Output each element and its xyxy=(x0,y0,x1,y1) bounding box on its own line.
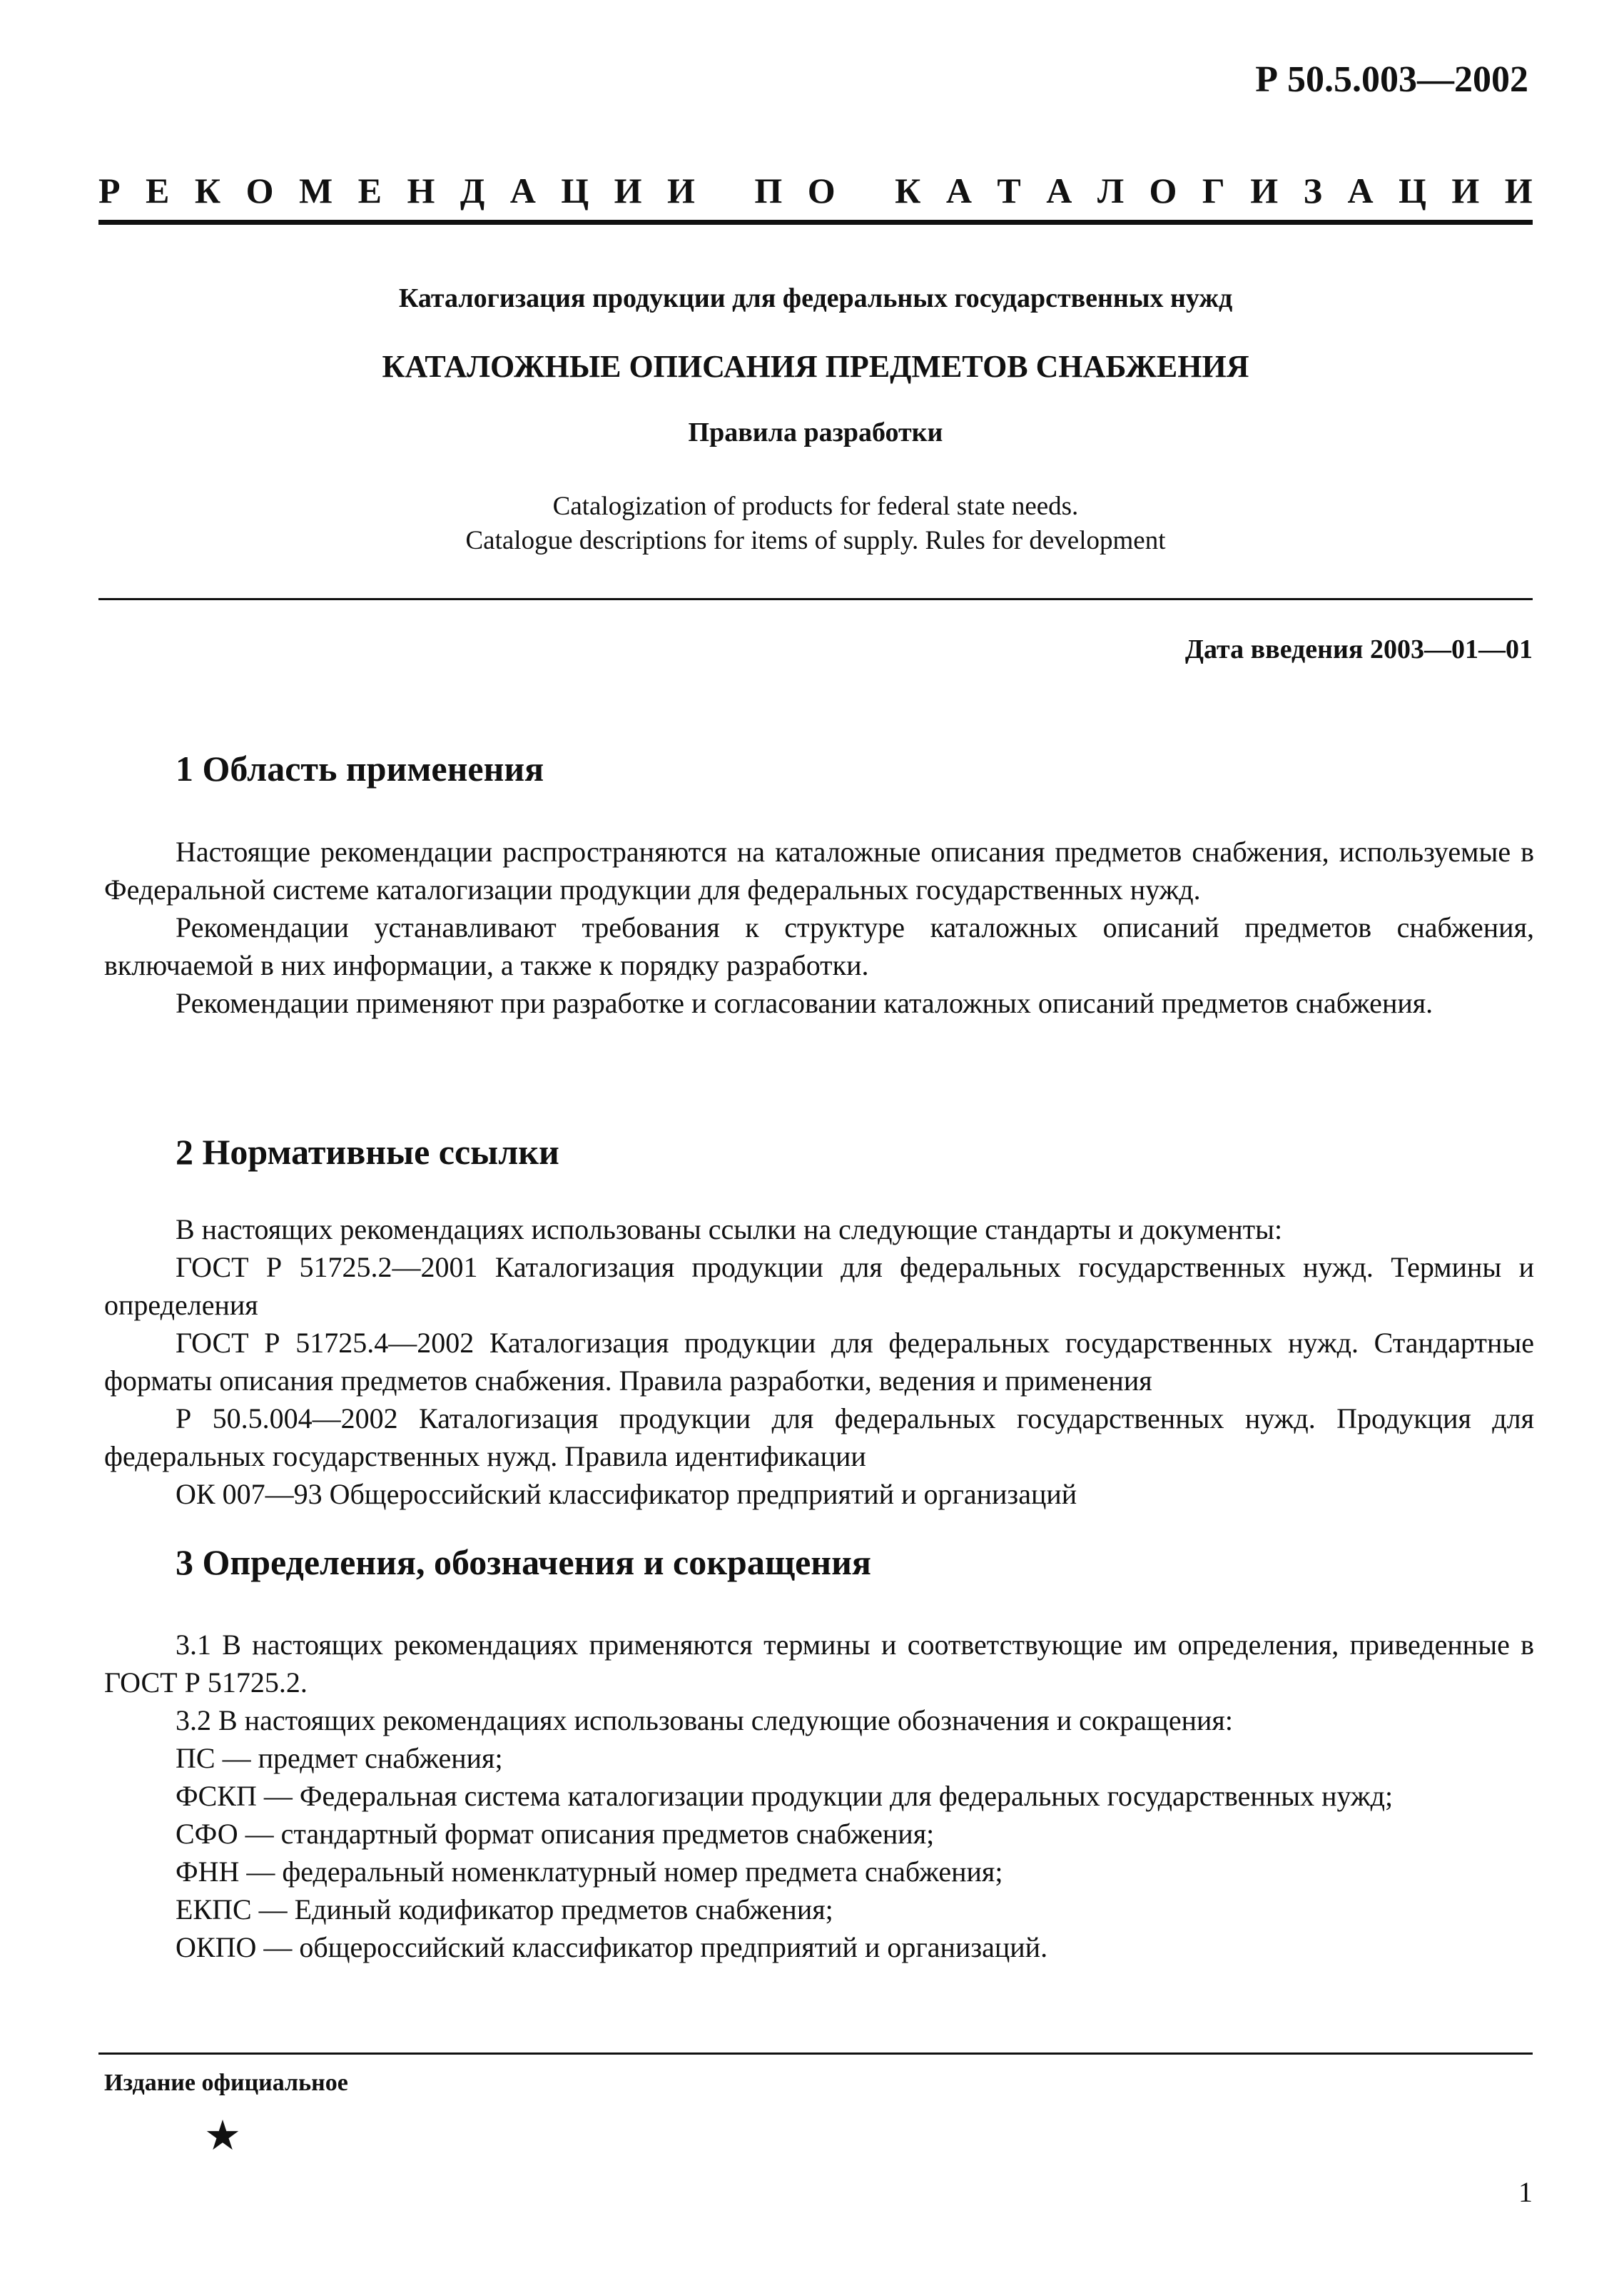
abbreviation-item: ФНН — федеральный номенклатурный номер предмета снабжения; xyxy=(176,1856,1003,1888)
abbreviation-item: СФО — стандартный формат описания предметов снабжения; xyxy=(176,1818,935,1850)
title-rules: Правила разработки xyxy=(688,417,943,447)
english-title-line-1: Catalogization of products for federal state needs. xyxy=(552,492,1079,521)
series-title xyxy=(98,170,1533,211)
section-2-body xyxy=(104,1210,1534,1513)
abbreviation-item: ФСКП — Федеральная система каталогизации продукции для федеральных государственных нужд; xyxy=(176,1780,1394,1812)
introduction-date: Дата введения 2003—01—01 xyxy=(1184,634,1533,664)
paragraph: 3.1 В настоящих рекомендациях применяются термины и соответствующие им определения, приведенные в ГОСТ Р 51725.2. xyxy=(104,1629,1534,1699)
abbreviation-item: ОКПО — общероссийский классификатор предприятий и организаций. xyxy=(176,1931,1048,1963)
series-letter: М xyxy=(298,171,333,211)
series-letter: И xyxy=(1250,171,1279,211)
series-letter: Н xyxy=(407,171,435,211)
series-letter: А xyxy=(509,171,536,211)
series-letter: А xyxy=(1347,171,1374,211)
series-letter: Р xyxy=(98,171,121,211)
english-title xyxy=(98,490,1533,558)
series-letter xyxy=(861,170,870,211)
section-3-body xyxy=(104,1626,1534,1966)
reference-item: ГОСТ Р 51725.4—2002 Каталогизация продукции для федеральных государственных нужд. Стандартные форматы описания предметов снабжения. Правила разработки, ведения и применения xyxy=(104,1327,1534,1397)
series-letter: И xyxy=(1451,171,1480,211)
subtitle: Каталогизация продукции для федеральных государственных нужд xyxy=(398,283,1233,313)
title-rule xyxy=(98,598,1533,600)
official-edition-label: Издание официальное xyxy=(104,2070,348,2096)
section-2-heading: 2 Нормативные ссылки xyxy=(176,1132,559,1172)
series-letter: И xyxy=(1504,171,1533,211)
reference-item: ОК 007—93 Общероссийский классификатор предприятий и организаций xyxy=(176,1478,1077,1510)
series-letter: А xyxy=(1046,171,1072,211)
paragraph: Рекомендации применяют при разработке и согласовании каталожных описаний предметов снабжения. xyxy=(176,987,1433,1019)
series-letter: Ц xyxy=(561,171,589,211)
series-letter: О xyxy=(245,171,274,211)
footer-rule xyxy=(98,2052,1533,2055)
paragraph: В настоящих рекомендациях использованы ссылки на следующие стандарты и документы: xyxy=(176,1213,1283,1245)
series-letter: Е xyxy=(146,171,170,211)
reference-item: ГОСТ Р 51725.2—2001 Каталогизация продукции для федеральных государственных нужд. Термины и определения xyxy=(104,1251,1534,1321)
series-letter: И xyxy=(614,171,642,211)
header-rule xyxy=(98,220,1533,225)
english-title-line-2: Catalogue descriptions for items of supply. Rules for development xyxy=(465,526,1166,555)
series-letter: К xyxy=(194,171,221,211)
abbreviation-item: ЕКПС — Единый кодификатор предметов снабжения; xyxy=(176,1893,833,1925)
series-letter: Ц xyxy=(1399,171,1426,211)
series-letter: Л xyxy=(1097,171,1125,211)
series-letter: П xyxy=(754,171,783,211)
paragraph: 3.2 В настоящих рекомендациях использованы следующие обозначения и сокращения: xyxy=(176,1704,1233,1736)
section-1-body xyxy=(104,833,1534,1022)
series-letter: К xyxy=(895,171,921,211)
section-1-heading: 1 Область применения xyxy=(176,749,544,789)
series-letter: А xyxy=(945,171,972,211)
section-3-heading: 3 Определения, обозначения и сокращения xyxy=(176,1542,871,1582)
star-icon: ★ xyxy=(204,2112,241,2159)
reference-item: Р 50.5.004—2002 Каталогизация продукции для федеральных государственных нужд. Продукция для федеральных государственных нужд. Правила идентификации xyxy=(104,1402,1534,1472)
series-letter: О xyxy=(807,171,836,211)
series-letter: О xyxy=(1149,171,1177,211)
series-letter: Е xyxy=(357,171,382,211)
paragraph: Настоящие рекомендации распространяются на каталожные описания предметов снабжения, используемые в Федеральной системе каталогизации продукции для федеральных государственных нужд. xyxy=(104,836,1534,906)
paragraph: Рекомендации устанавливают требования к структуре каталожных описаний предметов снабжения, включаемой в них информации, а также к порядку разработки. xyxy=(104,911,1534,981)
series-letter: Г xyxy=(1202,171,1225,211)
series-letter: Т xyxy=(997,171,1021,211)
series-letter xyxy=(720,170,729,211)
series-letter: З xyxy=(1303,171,1322,211)
page-number: 1 xyxy=(1518,2176,1533,2208)
series-letter: И xyxy=(667,171,695,211)
document-number: Р 50.5.003—2002 xyxy=(1255,59,1528,100)
abbreviation-item: ПС — предмет снабжения; xyxy=(176,1742,503,1774)
series-letter: Д xyxy=(460,171,485,211)
main-title: КАТАЛОЖНЫЕ ОПИСАНИЯ ПРЕДМЕТОВ СНАБЖЕНИЯ xyxy=(382,349,1249,384)
